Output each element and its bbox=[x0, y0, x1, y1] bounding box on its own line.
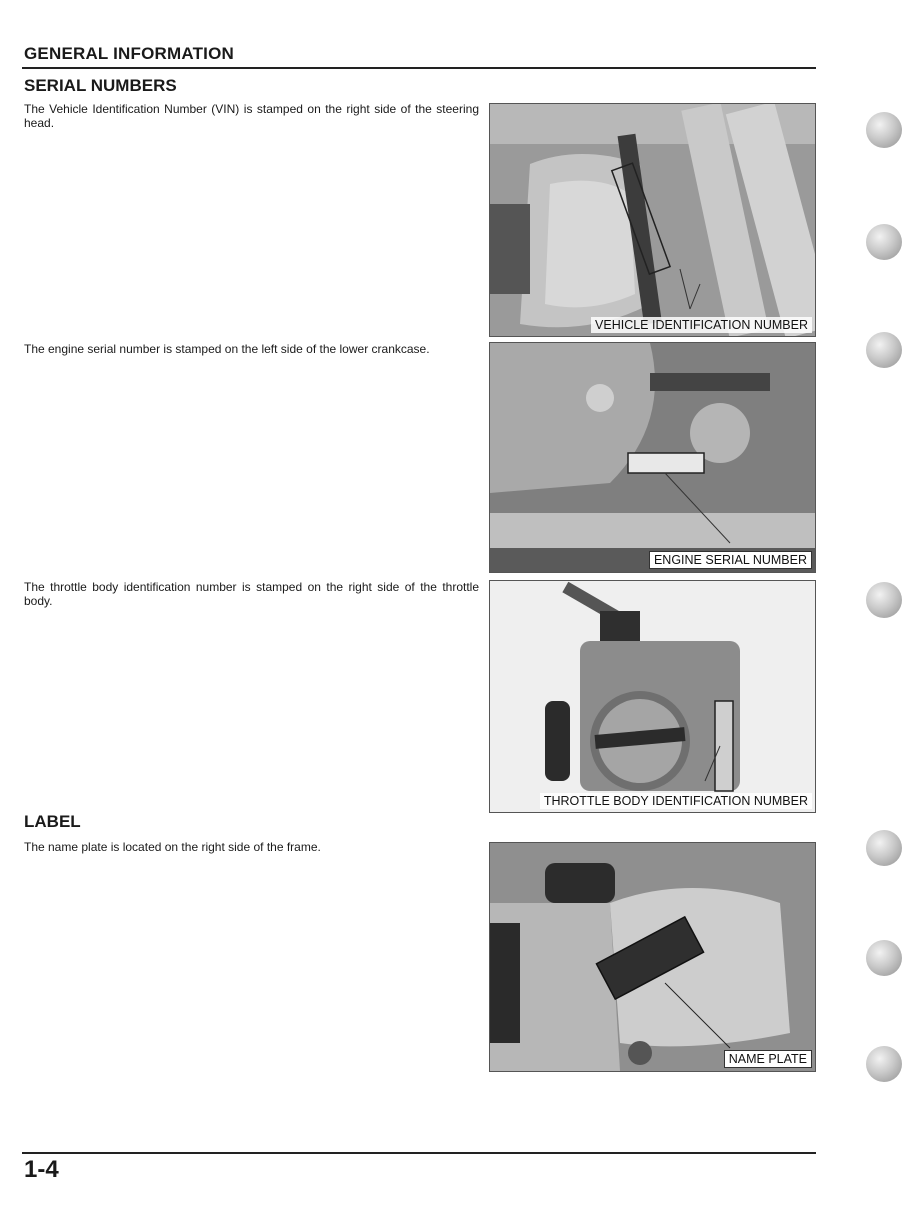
footer-rule bbox=[22, 1152, 816, 1154]
name-plate-photo bbox=[489, 842, 816, 1072]
serial-numbers-title: SERIAL NUMBERS bbox=[24, 76, 177, 95]
vin-caption: VEHICLE IDENTIFICATION NUMBER bbox=[591, 317, 812, 333]
tab-marker-circle bbox=[866, 112, 902, 148]
engine-caption: ENGINE SERIAL NUMBER bbox=[649, 551, 812, 569]
vin-photo bbox=[489, 103, 816, 337]
tab-marker-circle bbox=[866, 224, 902, 260]
tab-marker-circle bbox=[866, 830, 902, 866]
label-text: The name plate is located on the right side of the frame. bbox=[24, 840, 321, 854]
page-number: 1-4 bbox=[24, 1156, 59, 1183]
throttle-caption: THROTTLE BODY IDENTIFICATION NUMBER bbox=[540, 793, 812, 809]
crankcase-illustration bbox=[490, 343, 815, 572]
throttle-photo bbox=[489, 580, 816, 813]
tab-marker-circle bbox=[866, 1046, 902, 1082]
engine-photo bbox=[489, 342, 816, 573]
tab-marker-circle bbox=[866, 332, 902, 368]
throttle-body-illustration bbox=[490, 581, 815, 812]
name-plate-caption: NAME PLATE bbox=[724, 1050, 812, 1068]
header-rule bbox=[22, 67, 816, 69]
engine-text: The engine serial number is stamped on the left side of the lower crankcase. bbox=[24, 342, 430, 356]
section-title: GENERAL INFORMATION bbox=[24, 44, 234, 63]
throttle-text: The throttle body identification number is stamped on the right side of the throttle body. bbox=[24, 580, 479, 608]
tab-marker-circle bbox=[866, 940, 902, 976]
tab-marker-circle bbox=[866, 582, 902, 618]
name-plate-illustration bbox=[490, 843, 815, 1071]
label-title: LABEL bbox=[24, 812, 81, 831]
steering-head-illustration bbox=[490, 104, 815, 336]
vin-text: The Vehicle Identification Number (VIN) is stamped on the right side of the steering head. bbox=[24, 102, 479, 130]
